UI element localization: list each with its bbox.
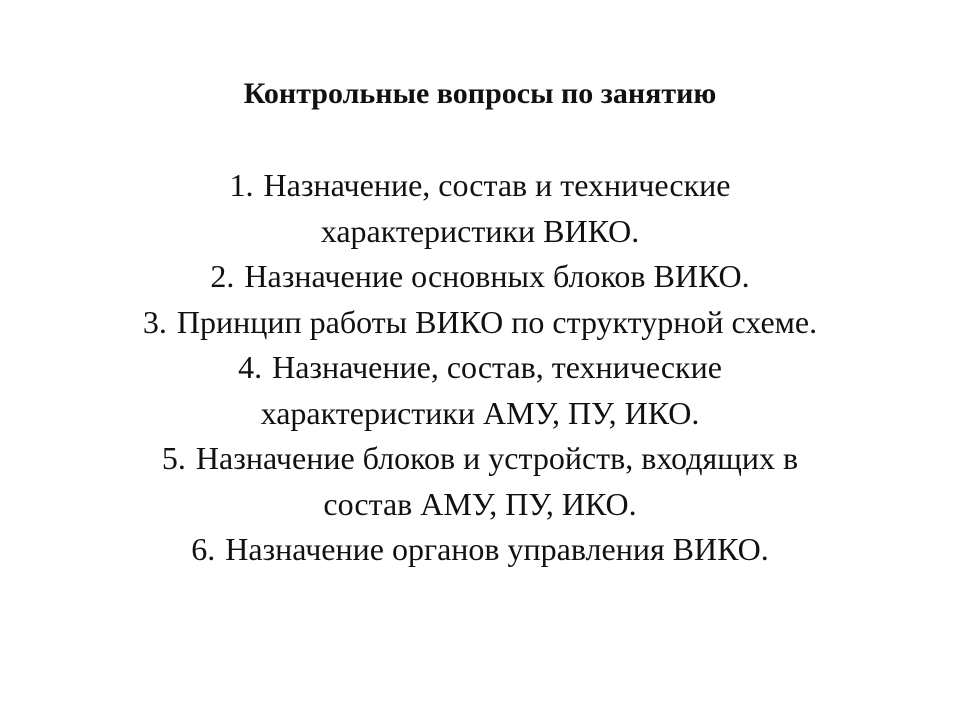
question-text: Назначение основных блоков ВИКО. (244, 258, 750, 294)
question-item (60, 300, 900, 346)
question-text: Назначение, состав, технические (272, 349, 722, 385)
question-text: Назначение блоков и устройств, входящих в (195, 440, 799, 476)
question-number: 2. (210, 258, 235, 294)
question-number: 5. (161, 440, 186, 476)
question-item (60, 436, 900, 527)
question-text: Назначение, состав и технические (263, 167, 731, 203)
question-item (60, 254, 900, 300)
question-number: 1. (229, 167, 254, 203)
question-item (60, 527, 900, 573)
slide-title: Контрольные вопросы по занятию (243, 77, 717, 110)
question-number: 6. (191, 531, 216, 567)
question-item (60, 345, 900, 436)
question-number: 4. (238, 349, 263, 385)
question-item (60, 163, 900, 254)
question-text-continued: характеристики ВИКО. (320, 212, 640, 249)
question-text: Принцип работы ВИКО по структурной схеме. (176, 303, 818, 340)
question-text: Назначение органов управления ВИКО. (225, 531, 769, 567)
question-text-continued: состав АМУ, ПУ, ИКО. (323, 485, 637, 522)
question-text-continued: характеристики АМУ, ПУ, ИКО. (260, 394, 700, 431)
question-list (60, 163, 900, 573)
question-number: 3. (142, 303, 167, 340)
